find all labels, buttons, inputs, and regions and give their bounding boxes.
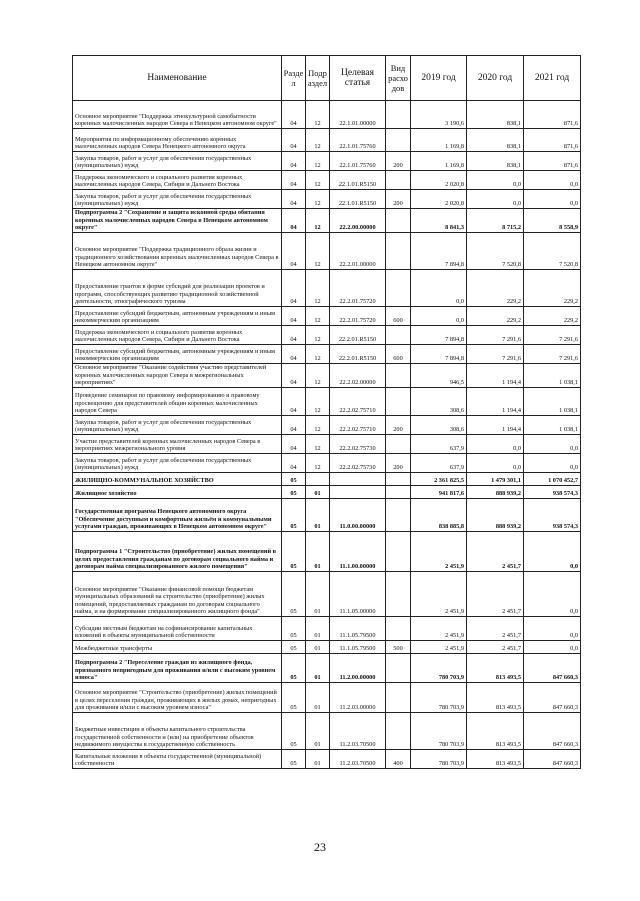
row-name: Закупка товаров, работ и услуг для обеспечения государственных (муниципальных) нужд: [73, 454, 282, 473]
row-target-article: 11.2.00.00000: [330, 654, 386, 683]
row-name: Поддержка экономического и социального развития коренных малочисленных народов Севера, Сибири и Дальнего Востока: [73, 326, 282, 345]
row-value-2021: 0,0: [524, 532, 581, 572]
row-value-2021: 871,6: [524, 129, 581, 152]
row-target-article: 22.2.00.00000: [330, 209, 386, 233]
table-body: [73, 101, 581, 769]
header-target-article: Целевая статья: [330, 56, 386, 101]
row-name: Основное мероприятие "Строительство (приобретение) жилых помещений в целях переселения граждан, проживающих в жилых домах, непригодных для проживания и/или с высоким уровнем износа": [73, 683, 282, 713]
table-row: [73, 416, 581, 435]
row-section: 04: [282, 233, 306, 270]
row-section: 04: [282, 345, 306, 364]
row-value-2021: 0,0: [524, 617, 581, 641]
row-name: Участие представителей коренных малочисленных народов Севера в мероприятиях межрегионального уровня: [73, 435, 282, 454]
row-expense-type: [386, 326, 411, 345]
row-value-2021: 938 574,3: [524, 486, 581, 499]
row-value-2020: 888 939,2: [467, 499, 524, 532]
row-name: Основное мероприятие "Оказание содействия участию представителей коренных малочисленных народов Севера в межрегиональных мероприятиях": [73, 364, 282, 388]
row-value-2019: 637,9: [411, 454, 467, 473]
row-name: Предоставление субсидий бюджетным, автономным учреждениям и иным некоммерческим организациям: [73, 307, 282, 326]
row-expense-type: 400: [386, 750, 411, 769]
table-row: [73, 499, 581, 532]
row-target-article: 22.2.02.75710: [330, 416, 386, 435]
row-section: 05: [282, 532, 306, 572]
row-value-2021: 1 070 452,7: [524, 473, 581, 486]
row-value-2021: 847 660,3: [524, 683, 581, 713]
row-subsection: 01: [306, 499, 330, 532]
row-subsection: 12: [306, 171, 330, 190]
row-value-2021: 7 291,6: [524, 326, 581, 345]
row-section: 04: [282, 388, 306, 416]
row-target-article: 11.1.00.00000: [330, 532, 386, 572]
row-section: 04: [282, 209, 306, 233]
row-value-2021: 0,0: [524, 190, 581, 209]
row-value-2019: 946,5: [411, 364, 467, 388]
row-expense-type: [386, 388, 411, 416]
table-row: [73, 171, 581, 190]
row-value-2021: 938 574,3: [524, 499, 581, 532]
row-section: 04: [282, 307, 306, 326]
row-value-2020: 813 493,5: [467, 750, 524, 769]
row-section: 05: [282, 713, 306, 750]
row-section: 05: [282, 617, 306, 641]
row-name: Закупка товаров, работ и услуг для обеспечения государственных (муниципальных) нужд: [73, 152, 282, 171]
row-expense-type: 600: [386, 345, 411, 364]
row-value-2020: 813 493,5: [467, 683, 524, 713]
row-value-2020: 2 451,7: [467, 617, 524, 641]
row-name: Основное мероприятие "Поддержка традиционного образа жизни и традиционного хозяйствования коренных малочисленных народов Севера в Ненецком автономном округе": [73, 233, 282, 270]
row-subsection: 01: [306, 750, 330, 769]
row-name: Предоставление субсидий бюджетным, автономным учреждениям и иным некоммерческим организациям: [73, 345, 282, 364]
budget-table-container: [72, 55, 580, 769]
row-value-2020: 1 194,4: [467, 388, 524, 416]
row-target-article: 11.2.03.70500: [330, 713, 386, 750]
row-value-2021: 847 660,3: [524, 750, 581, 769]
row-value-2020: 7 291,6: [467, 326, 524, 345]
row-value-2019: 1 169,8: [411, 129, 467, 152]
row-target-article: [330, 486, 386, 499]
table-row: [73, 654, 581, 683]
row-target-article: 22.2.02.75730: [330, 435, 386, 454]
row-expense-type: 200: [386, 190, 411, 209]
row-target-article: 22.1.01.R5150: [330, 190, 386, 209]
row-name: Проведение семинаров по правовому информированию и правовому просвещению для представителей общин коренных малочисленных народов Севера: [73, 388, 282, 416]
row-value-2019: 2 451,9: [411, 641, 467, 654]
row-expense-type: [386, 233, 411, 270]
row-name: Жилищное хозяйство: [73, 486, 282, 499]
row-value-2020: 838,1: [467, 101, 524, 129]
row-value-2021: 1 038,1: [524, 364, 581, 388]
row-subsection: 01: [306, 654, 330, 683]
row-expense-type: [386, 499, 411, 532]
row-value-2019: 2 020,8: [411, 190, 467, 209]
row-value-2020: 229,2: [467, 270, 524, 307]
row-value-2019: 2 451,9: [411, 617, 467, 641]
row-subsection: 12: [306, 435, 330, 454]
row-value-2019: 308,6: [411, 388, 467, 416]
row-value-2019: 838 885,8: [411, 499, 467, 532]
row-expense-type: 500: [386, 641, 411, 654]
table-row: [73, 129, 581, 152]
table-row: [73, 270, 581, 307]
row-value-2019: 7 894,8: [411, 345, 467, 364]
row-section: 04: [282, 101, 306, 129]
row-value-2021: 7 520,8: [524, 233, 581, 270]
row-value-2020: 838,1: [467, 129, 524, 152]
row-value-2021: 0,0: [524, 171, 581, 190]
row-name: Межбюджетные трансферты: [73, 641, 282, 654]
row-target-article: 11.0.00.00000: [330, 499, 386, 532]
row-name: Закупка товаров, работ и услуг для обеспечения государственных (муниципальных) нужд: [73, 190, 282, 209]
row-expense-type: [386, 270, 411, 307]
row-value-2019: 3 190,6: [411, 101, 467, 129]
table-row: [73, 683, 581, 713]
row-value-2021: 871,6: [524, 152, 581, 171]
row-target-article: 22.1.01.00000: [330, 101, 386, 129]
row-name: Поддержка экономического и социального развития коренных малочисленных народов Севера, Сибири и Дальнего Востока: [73, 171, 282, 190]
table-header-row: [73, 56, 581, 101]
row-section: 04: [282, 171, 306, 190]
row-subsection: 01: [306, 713, 330, 750]
header-subsection: Подр аздел: [306, 56, 330, 101]
row-value-2021: 1 038,1: [524, 416, 581, 435]
row-section: 04: [282, 152, 306, 171]
row-value-2020: 0,0: [467, 190, 524, 209]
row-target-article: 11.2.03.00000: [330, 683, 386, 713]
row-expense-type: 200: [386, 454, 411, 473]
row-target-article: 22.2.01.00000: [330, 233, 386, 270]
table-row: [73, 233, 581, 270]
row-expense-type: 600: [386, 307, 411, 326]
row-section: 04: [282, 129, 306, 152]
row-subsection: 12: [306, 270, 330, 307]
row-section: 05: [282, 499, 306, 532]
row-section: 04: [282, 454, 306, 473]
row-expense-type: [386, 435, 411, 454]
table-row: [73, 307, 581, 326]
row-target-article: 22.1.01.75760: [330, 129, 386, 152]
row-section: 05: [282, 572, 306, 617]
row-subsection: 01: [306, 532, 330, 572]
row-subsection: 01: [306, 617, 330, 641]
table-row: [73, 190, 581, 209]
row-value-2019: 7 894,8: [411, 326, 467, 345]
row-section: 05: [282, 473, 306, 486]
row-section: 04: [282, 435, 306, 454]
row-value-2021: 229,2: [524, 270, 581, 307]
row-expense-type: [386, 129, 411, 152]
row-section: 04: [282, 326, 306, 345]
row-value-2020: 2 451,7: [467, 532, 524, 572]
row-value-2019: 780 703,9: [411, 750, 467, 769]
table-row: [73, 641, 581, 654]
row-subsection: 01: [306, 572, 330, 617]
row-value-2019: 8 841,3: [411, 209, 467, 233]
row-name: Субсидии местным бюджетам на софинансирование капитальных вложений в объекты муниципальной собственности: [73, 617, 282, 641]
table-row: [73, 101, 581, 129]
row-value-2020: 813 493,5: [467, 654, 524, 683]
row-expense-type: 200: [386, 416, 411, 435]
row-target-article: 11.1.05.79500: [330, 641, 386, 654]
row-value-2020: 813 493,5: [467, 713, 524, 750]
row-subsection: 01: [306, 486, 330, 499]
row-expense-type: [386, 654, 411, 683]
row-subsection: 12: [306, 152, 330, 171]
row-value-2019: 780 703,9: [411, 683, 467, 713]
row-expense-type: [386, 486, 411, 499]
row-value-2020: 1 479 301,1: [467, 473, 524, 486]
row-expense-type: [386, 364, 411, 388]
row-target-article: 11.1.05.00000: [330, 572, 386, 617]
row-target-article: 22.2.01.75720: [330, 270, 386, 307]
row-expense-type: [386, 572, 411, 617]
row-target-article: 22.2.02.75730: [330, 454, 386, 473]
row-value-2019: 7 894,8: [411, 233, 467, 270]
row-value-2021: 8 558,9: [524, 209, 581, 233]
table-row: [73, 364, 581, 388]
row-target-article: 22.2.02.75710: [330, 388, 386, 416]
row-value-2020: 2 451,7: [467, 572, 524, 617]
row-value-2021: 847 660,3: [524, 713, 581, 750]
page-number: 23: [314, 840, 326, 854]
table-row: [73, 388, 581, 416]
row-value-2019: 2 361 825,5: [411, 473, 467, 486]
row-section: 04: [282, 364, 306, 388]
row-subsection: 12: [306, 307, 330, 326]
header-year-2021: 2021 год: [524, 56, 581, 101]
row-expense-type: [386, 209, 411, 233]
table-row: [73, 345, 581, 364]
row-value-2019: 780 703,9: [411, 654, 467, 683]
row-value-2020: 1 194,4: [467, 416, 524, 435]
row-target-article: 22.2.01.R5150: [330, 326, 386, 345]
row-value-2019: 780 703,9: [411, 713, 467, 750]
row-value-2019: 941 817,6: [411, 486, 467, 499]
row-subsection: 12: [306, 454, 330, 473]
row-subsection: [306, 473, 330, 486]
row-value-2019: 2 451,9: [411, 532, 467, 572]
row-value-2021: 871,6: [524, 101, 581, 129]
row-subsection: 12: [306, 345, 330, 364]
row-value-2021: 1 038,1: [524, 388, 581, 416]
row-target-article: 22.1.01.75760: [330, 152, 386, 171]
row-expense-type: 200: [386, 152, 411, 171]
row-subsection: 12: [306, 129, 330, 152]
row-expense-type: [386, 473, 411, 486]
row-value-2019: 2 020,8: [411, 171, 467, 190]
row-section: 05: [282, 654, 306, 683]
row-value-2021: 0,0: [524, 435, 581, 454]
row-value-2020: 0,0: [467, 171, 524, 190]
row-expense-type: [386, 683, 411, 713]
row-subsection: 01: [306, 683, 330, 713]
table-row: [73, 454, 581, 473]
row-name: Предоставление грантов в форме субсидий для реализации проектов и программ, способствующих развитию традиционной хозяйственной деятельности, этнографического туризма: [73, 270, 282, 307]
row-value-2019: 0,0: [411, 307, 467, 326]
row-value-2019: 2 451,9: [411, 572, 467, 617]
table-row: [73, 486, 581, 499]
row-expense-type: [386, 101, 411, 129]
row-value-2020: 229,2: [467, 307, 524, 326]
header-expense-type: Вид расхо дов: [386, 56, 411, 101]
row-expense-type: [386, 713, 411, 750]
row-name: Подпрограмма 1 "Строительство (приобретение) жилых помещений в целях предоставления гражданам по договорам социального найма и договорам найма специализированного жилого помещения": [73, 532, 282, 572]
row-value-2020: 7 291,6: [467, 345, 524, 364]
row-name: Мероприятия по информационному обеспечению коренных малочисленных народов Севера Ненецкого автономного округа: [73, 129, 282, 152]
row-subsection: 12: [306, 209, 330, 233]
row-value-2020: 838,1: [467, 152, 524, 171]
row-name: Основное мероприятие "Оказание финансовой помощи бюджетам муниципальных образований на строительство (приобретение) жилых помещений, предоставляемых гражданам по договорам социального найма, и на формирование специализированного жилищного фонда": [73, 572, 282, 617]
table-row: [73, 209, 581, 233]
row-section: 05: [282, 683, 306, 713]
header-name: Наименование: [73, 56, 282, 101]
row-expense-type: [386, 532, 411, 572]
row-target-article: 22.2.01.R5150: [330, 345, 386, 364]
table-row: [73, 152, 581, 171]
row-section: 04: [282, 416, 306, 435]
row-value-2019: 1 169,8: [411, 152, 467, 171]
row-subsection: 12: [306, 416, 330, 435]
header-year-2019: 2019 год: [411, 56, 467, 101]
row-value-2020: 0,0: [467, 435, 524, 454]
row-value-2020: 7 520,8: [467, 233, 524, 270]
row-target-article: 11.1.05.79500: [330, 617, 386, 641]
row-name: Закупка товаров, работ и услуг для обеспечения государственных (муниципальных) нужд: [73, 416, 282, 435]
row-value-2019: 0,0: [411, 270, 467, 307]
row-target-article: 22.1.01.R5150: [330, 171, 386, 190]
row-name: Бюджетные инвестиции в объекты капитального строительства государственной собственности и (или) на приобретение объектов недвижимого имущества в государственную собственность: [73, 713, 282, 750]
row-name: Капитальные вложения в объекты государственной (муниципальной) собственности: [73, 750, 282, 769]
row-name: Подпрограмма 2 "Сохранение и защита исконной среды обитания коренных малочисленных народов Севера в Ненецком автономном округе": [73, 209, 282, 233]
row-name: Подпрограмма 2 "Переселение граждан из жилищного фонда, признанного непригодным для проживания и/или с высоким уровнем износа": [73, 654, 282, 683]
row-name: ЖИЛИЩНО-КОММУНАЛЬНОЕ ХОЗЯЙСТВО: [73, 473, 282, 486]
row-section: 04: [282, 270, 306, 307]
row-name: Государственная программа Ненецкого автономного округа "Обеспечение доступным и комфортным жильём и коммунальными услугами граждан, проживающих в Ненецком автономном округе": [73, 499, 282, 532]
row-value-2020: 888 939,2: [467, 486, 524, 499]
row-value-2019: 308,6: [411, 416, 467, 435]
budget-table: [72, 55, 581, 769]
row-subsection: 12: [306, 326, 330, 345]
row-value-2020: 0,0: [467, 454, 524, 473]
row-value-2021: 0,0: [524, 454, 581, 473]
row-subsection: 12: [306, 233, 330, 270]
table-row: [73, 750, 581, 769]
row-value-2020: 8 715,2: [467, 209, 524, 233]
row-target-article: 11.2.03.70500: [330, 750, 386, 769]
row-value-2021: 0,0: [524, 572, 581, 617]
row-section: 05: [282, 486, 306, 499]
table-row: [73, 435, 581, 454]
table-row: [73, 713, 581, 750]
header-year-2020: 2020 год: [467, 56, 524, 101]
row-subsection: 12: [306, 101, 330, 129]
row-expense-type: [386, 171, 411, 190]
row-value-2021: 847 660,3: [524, 654, 581, 683]
row-section: 04: [282, 190, 306, 209]
row-value-2020: 2 451,7: [467, 641, 524, 654]
row-value-2021: 0,0: [524, 641, 581, 654]
table-row: [73, 532, 581, 572]
row-subsection: 12: [306, 364, 330, 388]
row-subsection: 12: [306, 388, 330, 416]
row-subsection: 01: [306, 641, 330, 654]
table-row: [73, 572, 581, 617]
table-row: [73, 617, 581, 641]
row-value-2019: 637,9: [411, 435, 467, 454]
row-value-2021: 229,2: [524, 307, 581, 326]
row-expense-type: [386, 617, 411, 641]
table-row: [73, 473, 581, 486]
row-section: 05: [282, 641, 306, 654]
row-name: Основное мероприятие "Поддержка этнокультурной самобытности коренных малочисленных народов Севера в Ненецком автономном округе": [73, 101, 282, 129]
header-section: Разде л: [282, 56, 306, 101]
row-target-article: [330, 473, 386, 486]
table-row: [73, 326, 581, 345]
row-value-2020: 1 194,4: [467, 364, 524, 388]
row-target-article: 22.2.02.00000: [330, 364, 386, 388]
row-value-2021: 7 291,6: [524, 345, 581, 364]
row-target-article: 22.2.01.75720: [330, 307, 386, 326]
row-subsection: 12: [306, 190, 330, 209]
row-section: 05: [282, 750, 306, 769]
